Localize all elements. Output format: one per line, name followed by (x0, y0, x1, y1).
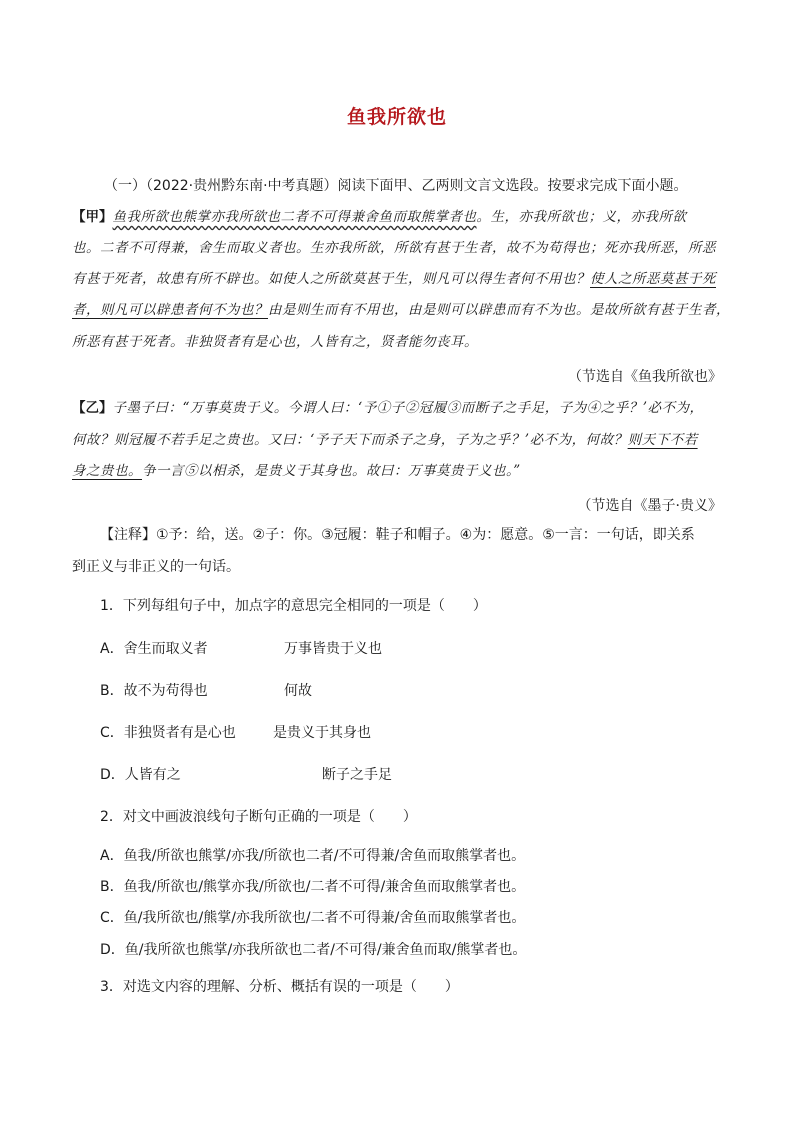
yi-label: 【乙】 (72, 400, 113, 416)
yi-underlined-sentence-a: 则天下不若 (627, 432, 698, 448)
notes-line-1: 【注释】①予：给，送。②子：你。③冠履：鞋子和帽子。④为：愿意。⑤一言：一句话，即关系 (100, 527, 695, 543)
q2-option-c: C．鱼/我所欲也/熊掌/亦我所欲也/二者不可得兼/舍鱼而取熊掌者也。 (100, 910, 526, 926)
yi-line-3-b: 争一言⑤以相杀，是贵义于其身也。故曰：万事莫贵于义也。” (142, 463, 521, 479)
q1-option-a-pair: 万事皆贵于义也 (284, 641, 382, 657)
yi-line-2-a: 何故？则冠履不若手足之贵也。又曰：‘予子天下而杀子之身，子为之乎？’必不为，何故？ (72, 432, 628, 448)
jia-source: （节选自《鱼我所欲也》 (568, 369, 722, 385)
q2-option-d: D．鱼/我所欲也熊掌/亦我所欲也二者/不可得/兼舍鱼而取/熊掌者也。 (100, 942, 527, 958)
intro-text: （一）（2022·贵州黔东南·中考真题）阅读下面甲、乙两则文言文选段。按要求完成下面小题。 (104, 178, 688, 194)
jia-underlined-sentence-2: 者，则凡可以辟患者何不为也？ (72, 302, 268, 318)
yi-line-3 (72, 461, 722, 481)
q1-option-c: C．非独贤者有是心也 (100, 725, 236, 741)
yi-underlined-sentence-b: 身之贵也。 (72, 463, 142, 479)
q2-option-b: B．鱼我/所欲也/熊掌亦我/所欲也/二者不可得/兼舍鱼而取熊掌者也。 (100, 879, 526, 895)
jia-line-2: 也。二者不可得兼，舍生而取义者也。生亦我所欲，所欲有甚于生者，故不为苟得也；死亦我所恶，所恶 (72, 240, 716, 256)
jia-line-1 (72, 207, 722, 227)
notes-line-2: 到正义与非正义的一句话。 (72, 559, 240, 575)
q1-option-b-pair: 何故 (284, 683, 312, 699)
jia-line-3-a: 有甚于死者，故患有所不辟也。如使人之所欲莫甚于生，则凡可以得生者何不用也？ (72, 271, 590, 287)
jia-line-4 (72, 300, 730, 320)
yi-line-1-text: 子墨子曰：“万事莫贵于义。今谓人曰：‘予①子②冠履③而断子之手足，子为④之乎？’必不为， (112, 400, 704, 416)
jia-underlined-sentence-1: 使人之所恶莫甚于死 (590, 271, 716, 287)
jia-line-3 (72, 269, 722, 289)
question-2-stem: 2．对文中画波浪线句子断句正确的一项是（ ） (100, 809, 417, 825)
yi-line-1 (72, 398, 722, 418)
question-3-stem: 3．对选文内容的理解、分析、概括有误的一项是（ ） (100, 979, 459, 995)
yi-source: （节选自《墨子·贵义》 (577, 498, 722, 514)
q1-option-a: A．舍生而取义者 (100, 641, 208, 657)
page-title: 鱼我所欲也 (346, 106, 447, 128)
jia-line-1-rest: 。生，亦我所欲也；义，亦我所欲 (476, 209, 687, 225)
q1-option-d-pair: 断子之手足 (322, 767, 392, 783)
q1-option-c-pair: 是贵义于其身也 (273, 725, 371, 741)
jia-line-4-b: 由是则生而有不用也，由是则可以辟患而有不为也。是故所欲有甚于生者， (268, 302, 730, 318)
yi-line-2 (72, 430, 722, 450)
question-1-stem: 1．下列每组句子中，加点字的意思完全相同的一项是（ ） (100, 598, 487, 614)
jia-label: 【甲】 (72, 209, 113, 225)
q1-option-d: D．人皆有之 (100, 767, 181, 783)
jia-line-5: 所恶有甚于死者。非独贤者有是心也，人皆有之，贤者能勿丧耳。 (72, 334, 478, 350)
q2-option-a: A．鱼我/所欲也熊掌/亦我/所欲也二者/不可得兼/舍鱼而取熊掌者也。 (100, 848, 526, 864)
q1-option-b: B．故不为苟得也 (100, 683, 208, 699)
jia-wavy-sentence: 鱼我所欲也熊掌亦我所欲也二者不可得兼舍鱼而取熊掌者也 (112, 209, 477, 225)
